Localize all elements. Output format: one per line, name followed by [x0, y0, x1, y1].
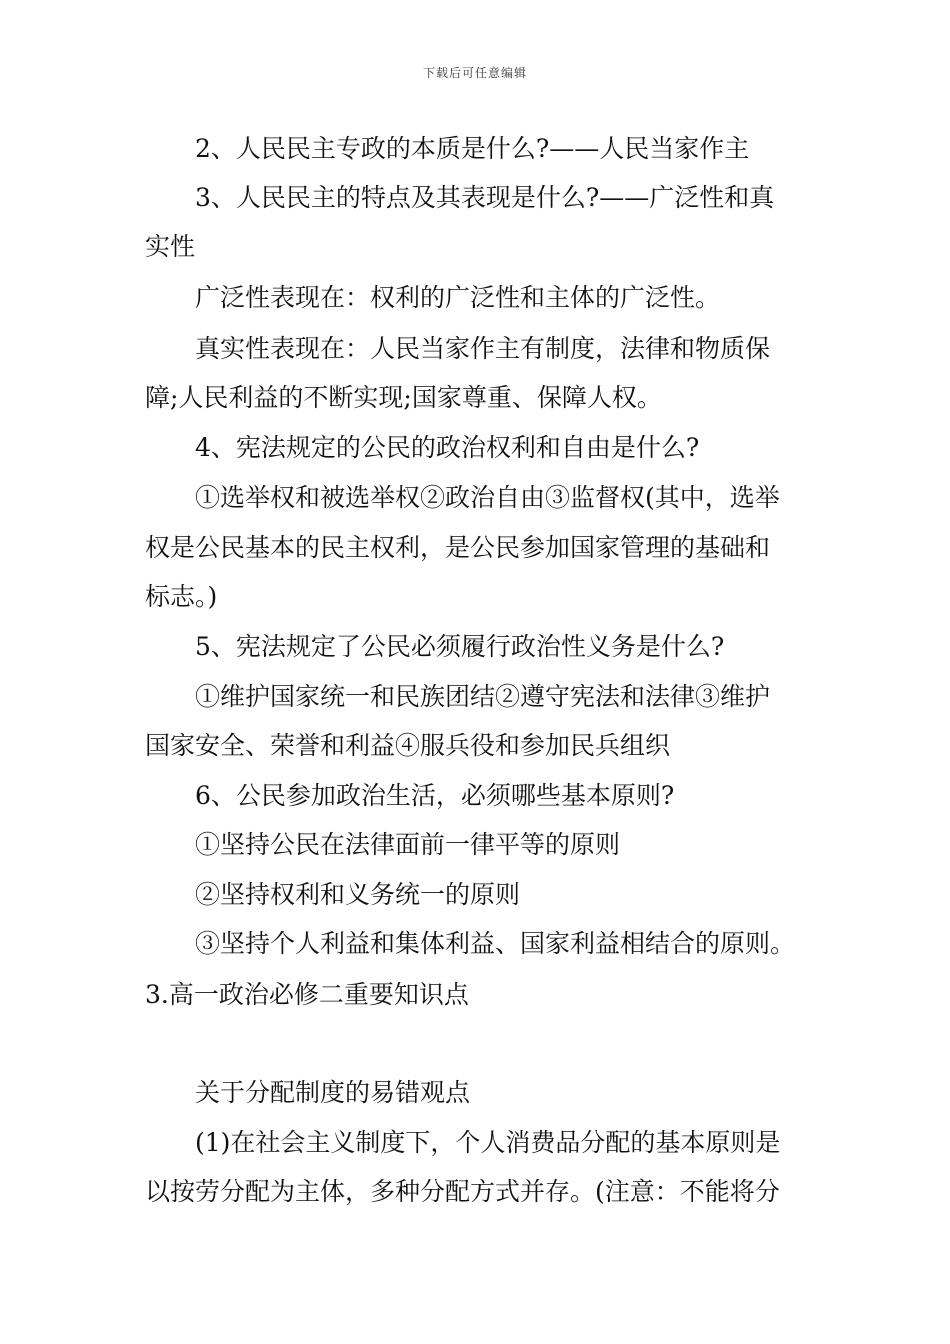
text-line: 2、人民民主专政的本质是什么?——人民当家作主	[195, 134, 750, 163]
text-line: 权是公民基本的民主权利，是公民参加国家管理的基础和	[145, 533, 771, 562]
section-heading: 3.高一政治必修二重要知识点	[145, 980, 469, 1009]
text-line: 3、人民民主的特点及其表现是什么?——广泛性和真	[195, 183, 775, 212]
text-line: 标志。)	[145, 582, 218, 611]
text-line: 障;人民利益的不断实现;国家尊重、保障人权。	[145, 383, 662, 412]
text-line: 4、宪法规定的公民的政治权利和自由是什么?	[195, 433, 700, 462]
text-line: 广泛性表现在：权利的广泛性和主体的广泛性。	[195, 283, 721, 312]
text-line: 关于分配制度的易错观点	[195, 1078, 471, 1107]
text-line: ①维护国家统一和民族团结②遵守宪法和法律③维护	[195, 682, 771, 711]
text-line: (1)在社会主义制度下，个人消费品分配的基本原则是	[195, 1128, 781, 1157]
text-line: 6、公民参加政治生活，必须哪些基本原则?	[195, 781, 675, 810]
page-header: 下载后可任意编辑	[422, 66, 527, 80]
text-line: 以按劳分配为主体，多种分配方式并存。(注意：不能将分	[145, 1177, 780, 1206]
text-line: ①选举权和被选举权②政治自由③监督权(其中，选举	[195, 483, 780, 512]
text-line: ③坚持个人利益和集体利益、国家利益相结合的原则。	[195, 929, 796, 958]
text-line: 真实性表现在：人民当家作主有制度，法律和物质保	[195, 334, 771, 363]
text-line: ①坚持公民在法律面前一律平等的原则	[195, 830, 621, 859]
text-line: 实性	[145, 232, 196, 261]
text-line: 5、宪法规定了公民必须履行政治性义务是什么?	[195, 632, 725, 661]
text-line: 国家安全、荣誉和利益④服兵役和参加民兵组织	[145, 731, 671, 760]
text-line: ②坚持权利和义务统一的原则	[195, 880, 521, 909]
